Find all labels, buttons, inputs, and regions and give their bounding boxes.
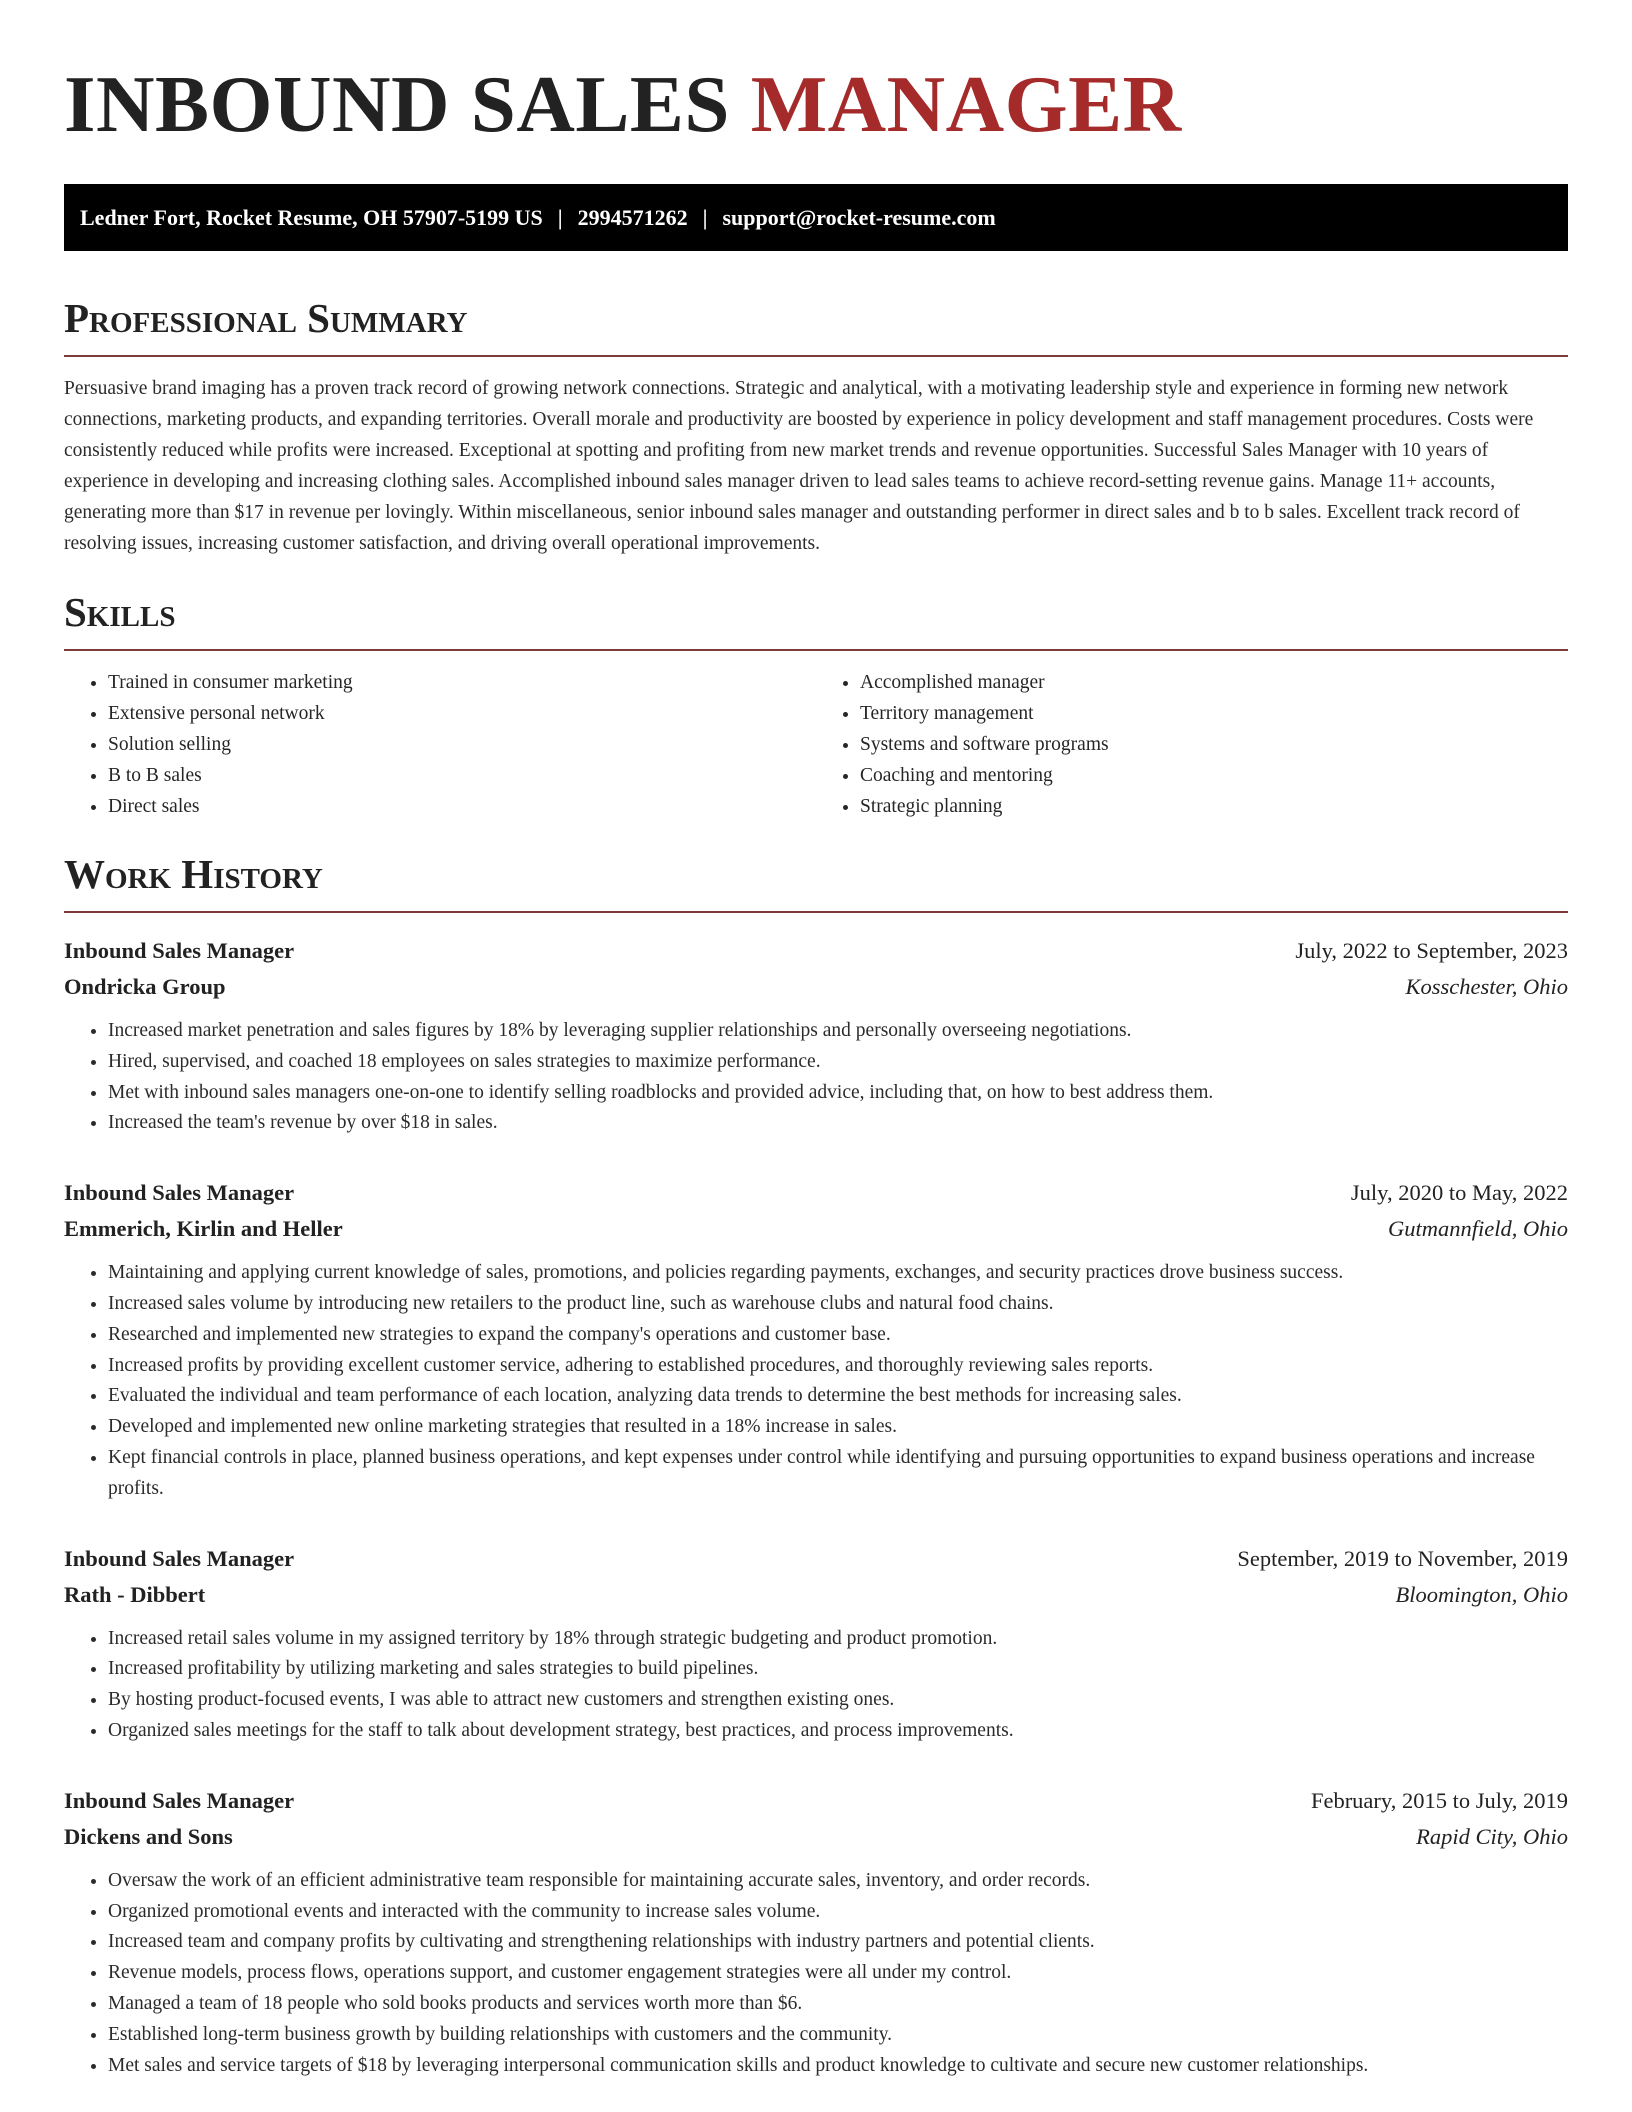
skill-item: • Territory management	[860, 698, 1568, 729]
job-bullet: • Maintaining and applying current knowledge of sales, promotions, and policies regarding payments, exchanges, and security practices drove business success.	[108, 1258, 1568, 1289]
job-dates: July, 2020 to May, 2022	[1350, 1180, 1568, 1206]
contact-address: Ledner Fort, Rocket Resume, OH 57907-5199 US	[80, 204, 543, 230]
job-bullet: • Evaluated the individual and team performance of each location, analyzing data trends to determine the best methods for increasing sales.	[108, 1381, 1568, 1412]
job-bullets	[64, 1016, 1568, 1139]
contact-email: support@rocket-resume.com	[722, 204, 996, 230]
job-dates: February, 2015 to July, 2019	[1310, 1787, 1568, 1813]
job-location: Rapid City, Ohio	[1416, 1823, 1568, 1849]
title-main: INBOUND SALES	[64, 59, 730, 149]
job-title: Inbound Sales Manager	[64, 938, 295, 963]
skill-item: • Trained in consumer marketing	[108, 667, 816, 698]
job-dates: July, 2022 to September, 2023	[1295, 938, 1568, 963]
job-company: Emmerich, Kirlin and Heller	[64, 1216, 343, 1242]
job-bullet: • Hired, supervised, and coached 18 employees on sales strategies to maximize performance.	[108, 1047, 1568, 1078]
contact-phone: 2994571262	[577, 204, 688, 230]
job-company: Rath - Dibbert	[64, 1581, 206, 1607]
job-bullet: • Increased sales volume by introducing new retailers to the product line, such as warehouse clubs and natural food chains.	[108, 1289, 1568, 1320]
skills-section	[64, 587, 1568, 822]
job-bullet: • Increased team and company profits by cultivating and strengthening relationships with industry partners and potential clients.	[108, 1927, 1568, 1958]
job-header-row	[64, 1175, 1568, 1211]
job-title: Inbound Sales Manager	[64, 1180, 295, 1206]
job-entry	[64, 933, 1568, 1139]
job-header-row	[64, 1541, 1568, 1577]
job-company: Ondricka Group	[64, 974, 226, 999]
skill-item: • Coaching and mentoring	[860, 760, 1568, 791]
job-company-row	[64, 1211, 1568, 1247]
job-bullets	[64, 1258, 1568, 1504]
job-bullet: • By hosting product-focused events, I was able to attract new customers and strengthen existing ones.	[108, 1685, 1568, 1716]
skills-heading: Skills	[64, 587, 1568, 651]
job-bullet: • Increased profits by providing excellent customer service, adhering to established procedures, and thoroughly reviewing sales reports.	[108, 1351, 1568, 1382]
title-accent: MANAGER	[750, 59, 1182, 149]
job-bullet: • Revenue models, process flows, operations support, and customer engagement strategies were all under my control.	[108, 1958, 1568, 1989]
job-bullets	[64, 1866, 1568, 2082]
skills-list-right	[816, 667, 1568, 822]
job-title: Inbound Sales Manager	[64, 1545, 295, 1571]
job-bullet: • Increased the team's revenue by over $18 in sales.	[108, 1108, 1568, 1139]
contact-bar	[64, 184, 1568, 251]
skill-item: • B to B sales	[108, 760, 816, 791]
job-bullets	[64, 1624, 1568, 1747]
job-bullet: • Researched and implemented new strategies to expand the company's operations and customer base.	[108, 1320, 1568, 1351]
skills-columns	[64, 667, 1568, 822]
job-entry	[64, 1541, 1568, 1747]
work-history-section	[64, 849, 1568, 2081]
job-bullet: • Organized sales meetings for the staff to talk about development strategy, best practices, and process improvements.	[108, 1716, 1568, 1747]
job-company-row	[64, 1819, 1568, 1855]
job-entry	[64, 1783, 1568, 2082]
skill-item: • Strategic planning	[860, 791, 1568, 822]
job-bullet: • Increased profitability by utilizing marketing and sales strategies to build pipelines.	[108, 1654, 1568, 1685]
job-bullet: • Increased market penetration and sales figures by 18% by leveraging supplier relationships and personally overseeing negotiations.	[108, 1016, 1568, 1047]
job-company-row	[64, 969, 1568, 1005]
summary-section	[64, 293, 1568, 559]
skill-item: • Accomplished manager	[860, 667, 1568, 698]
skill-item: • Extensive personal network	[108, 698, 816, 729]
job-bullet: • Kept financial controls in place, planned business operations, and kept expenses under control while identifying and pursuing opportunities to expand business operations and increase profits.	[108, 1443, 1568, 1505]
job-header-row	[64, 1783, 1568, 1819]
skills-list-left	[64, 667, 816, 822]
summary-heading: Professional Summary	[64, 293, 1568, 357]
job-bullet: • Oversaw the work of an efficient administrative team responsible for maintaining accurate sales, inventory, and order records.	[108, 1866, 1568, 1897]
job-company-row	[64, 1577, 1568, 1613]
skill-item: • Systems and software programs	[860, 729, 1568, 760]
skill-item: • Solution selling	[108, 729, 816, 760]
job-company: Dickens and Sons	[64, 1823, 233, 1849]
job-entry	[64, 1175, 1568, 1504]
job-header-row	[64, 933, 1568, 969]
job-bullet: • Managed a team of 18 people who sold books products and services worth more than $6.	[108, 1989, 1568, 2020]
job-dates: September, 2019 to November, 2019	[1237, 1545, 1568, 1571]
summary-text: Persuasive brand imaging has a proven track record of growing network connections. Strategic and analytical, with a motivating leadership style and experience in forming new network connections, marketing products, and expanding territories. Overall morale and productivity are boosted by experience in policy development and staff management procedures. Costs were consistently reduced while profits were increased. Exceptional at spotting and profiting from new market trends and revenue opportunities. Successful Sales Manager with 10 years of experience in developing and increasing clothing sales. Accomplished inbound sales manager driven to lead sales teams to achieve record-setting revenue gains. Manage 11+ accounts, generating more than $17 in revenue per lovingly. Within miscellaneous, senior inbound sales manager and outstanding performer in direct sales and b to b sales. Excellent track record of resolving issues, increasing customer satisfaction, and driving overall operational improvements.	[64, 378, 1534, 554]
work-history-heading: Work History	[64, 849, 1568, 913]
contact-separator: |	[702, 204, 708, 230]
job-bullet: • Increased retail sales volume in my assigned territory by 18% through strategic budgeting and product promotion.	[108, 1624, 1568, 1655]
job-location: Gutmannfield, Ohio	[1388, 1216, 1568, 1242]
job-title: Inbound Sales Manager	[64, 1787, 295, 1813]
job-bullet: • Established long-term business growth by building relationships with customers and the community.	[108, 2020, 1568, 2051]
resume-title	[64, 0, 1568, 150]
job-location: Bloomington, Ohio	[1395, 1581, 1568, 1607]
job-location: Kosschester, Ohio	[1405, 974, 1568, 999]
job-bullet: • Developed and implemented new online marketing strategies that resulted in a 18% increase in sales.	[108, 1412, 1568, 1443]
job-bullet: • Met sales and service targets of $18 by leveraging interpersonal communication skills and product knowledge to cultivate and secure new customer relationships.	[108, 2051, 1568, 2082]
skill-item: • Direct sales	[108, 791, 816, 822]
contact-separator: |	[557, 204, 563, 230]
job-bullet: • Organized promotional events and interacted with the community to increase sales volume.	[108, 1897, 1568, 1928]
job-bullet: • Met with inbound sales managers one-on-one to identify selling roadblocks and provided advice, including that, on how to best address them.	[108, 1078, 1568, 1109]
